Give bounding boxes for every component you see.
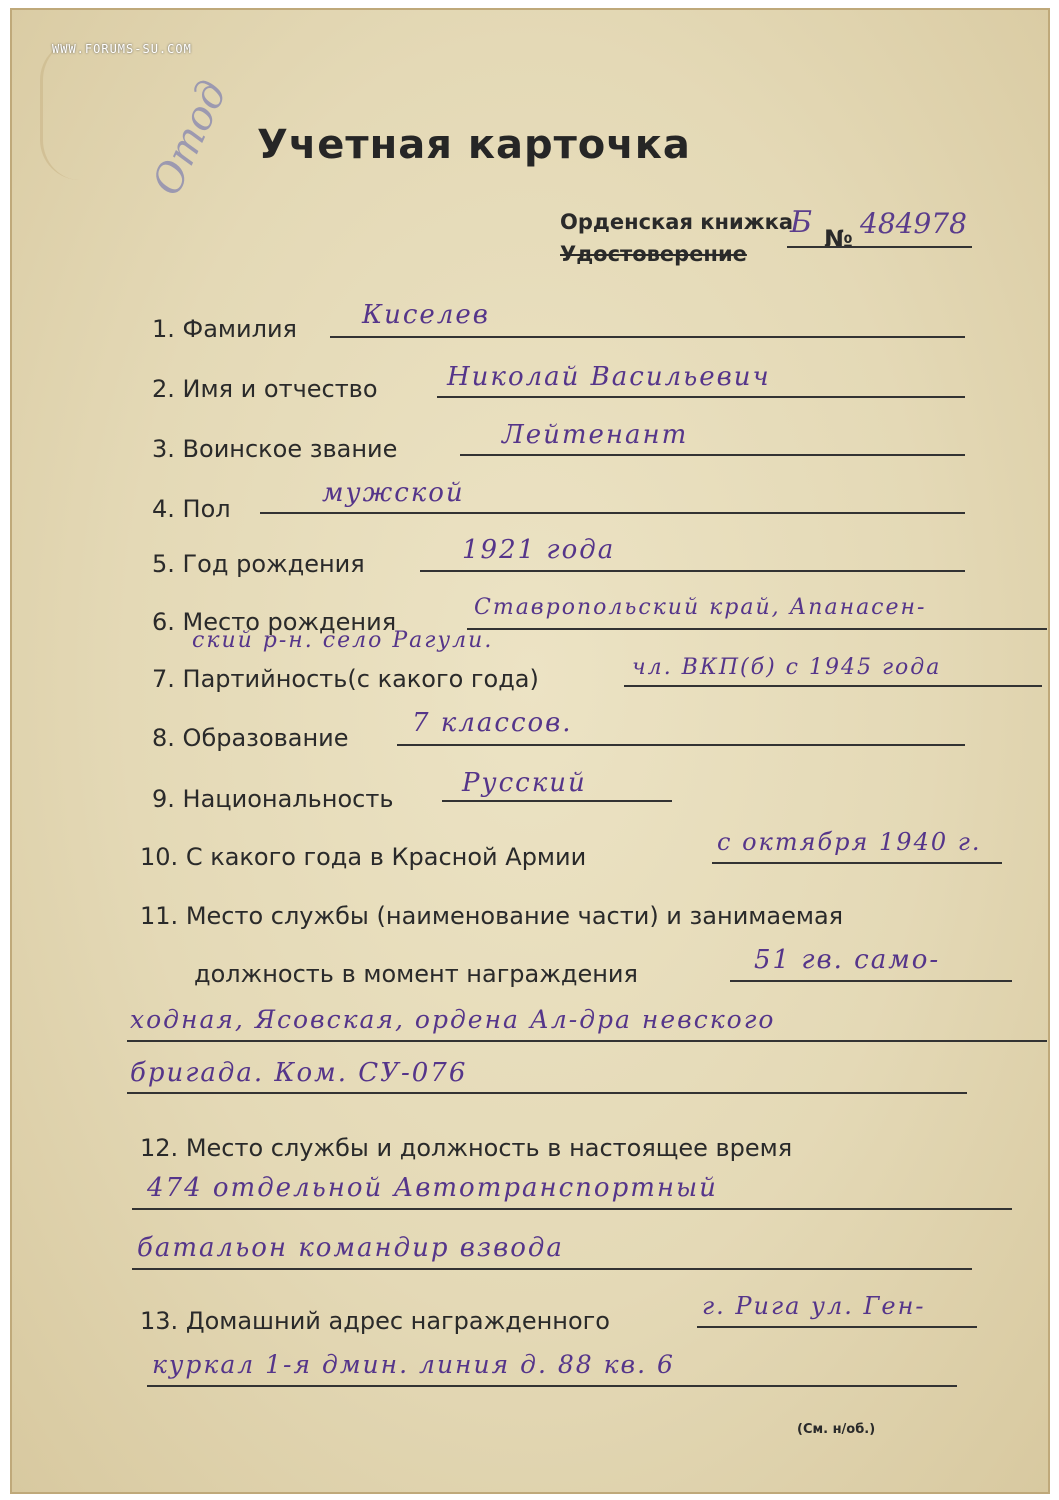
field-2-line (437, 396, 965, 398)
field-5-value: 1921 года (462, 535, 616, 565)
field-11-value: 51 гв. само- (754, 945, 941, 975)
see-reverse-note: (См. н/об.) (797, 1422, 876, 1437)
field-10-label: 10. С какого года в Красной Армии (140, 843, 587, 871)
field-11-line3 (127, 1092, 967, 1094)
order-book-label-line1: Орденская книжка (560, 210, 794, 234)
field-10-line (712, 862, 1002, 864)
award-record-card (10, 8, 1050, 1494)
field-1-value: Киселев (362, 300, 490, 330)
field-2-label: 2. Имя и отчество (152, 375, 378, 403)
field-13-value-line2: куркал 1-я дмин. линия д. 88 кв. 6 (152, 1350, 675, 1379)
field-12-line2 (132, 1268, 972, 1270)
field-3-label: 3. Воинское звание (152, 435, 398, 463)
field-11-label-line2: должность в момент награждения (194, 960, 638, 988)
order-book-label-struck: Удостоверение (560, 242, 747, 266)
field-5-line (420, 570, 965, 572)
field-8-label: 8. Образование (152, 724, 349, 752)
field-6-label: 6. Место рождения (152, 608, 397, 636)
field-6-line (467, 628, 1047, 630)
field-6-value-line2: ский р-н. село Рагули. (192, 628, 494, 653)
field-3-value: Лейтенант (502, 420, 689, 450)
field-13-label: 13. Домашний адрес награжденного (140, 1307, 610, 1335)
field-9-line (442, 800, 672, 802)
field-11-line (730, 980, 1012, 982)
field-1-line (330, 336, 965, 338)
field-13-line (697, 1326, 977, 1328)
field-13-line2 (147, 1385, 957, 1387)
order-book-number: 484978 (860, 207, 967, 240)
field-11-value-line3: бригада. Ком. СУ-076 (130, 1058, 468, 1088)
field-4-line (260, 512, 965, 514)
field-3-line (460, 454, 965, 456)
order-book-underline (787, 246, 972, 248)
field-4-label: 4. Пол (152, 495, 231, 523)
handwritten-stamp: Отод (143, 73, 237, 203)
page-title: Учетная карточка (257, 122, 691, 168)
field-11-value-line2: ходная, Ясовская, ордена Ал-дра невского (130, 1005, 776, 1034)
field-2-value: Николай Васильевич (447, 362, 771, 392)
field-9-label: 9. Национальность (152, 785, 394, 813)
watermark: WWW.FORUMS-SU.COM (52, 42, 192, 56)
field-11-label: 11. Место службы (наименование части) и занимаемая (140, 902, 844, 930)
field-7-value: чл. ВКП(б) с 1945 года (632, 655, 942, 680)
field-6-value: Ставропольский край, Апанасен- (474, 595, 927, 620)
field-12-label: 12. Место службы и должность в настоящее время (140, 1134, 793, 1162)
number-sign: № (824, 225, 853, 253)
field-7-label: 7. Партийность(с какого года) (152, 665, 539, 693)
field-12-line (132, 1208, 1012, 1210)
field-8-value: 7 классов. (412, 708, 573, 738)
field-5-label: 5. Год рождения (152, 550, 365, 578)
field-10-value: с октября 1940 г. (717, 828, 982, 856)
field-7-line (624, 685, 1042, 687)
field-9-value: Русский (462, 768, 587, 798)
field-12-value: 474 отдельной Автотранспортный (147, 1173, 718, 1203)
field-13-value: г. Рига ул. Ген- (702, 1292, 926, 1320)
order-book-series: Б (790, 205, 813, 240)
field-8-line (397, 744, 965, 746)
field-12-value-line2: батальон командир взвода (137, 1233, 564, 1263)
field-4-value: мужской (322, 478, 465, 508)
field-11-line2 (127, 1040, 1047, 1042)
paper-fold (40, 40, 113, 180)
order-book-label (560, 210, 793, 266)
field-1-label: 1. Фамилия (152, 315, 297, 343)
